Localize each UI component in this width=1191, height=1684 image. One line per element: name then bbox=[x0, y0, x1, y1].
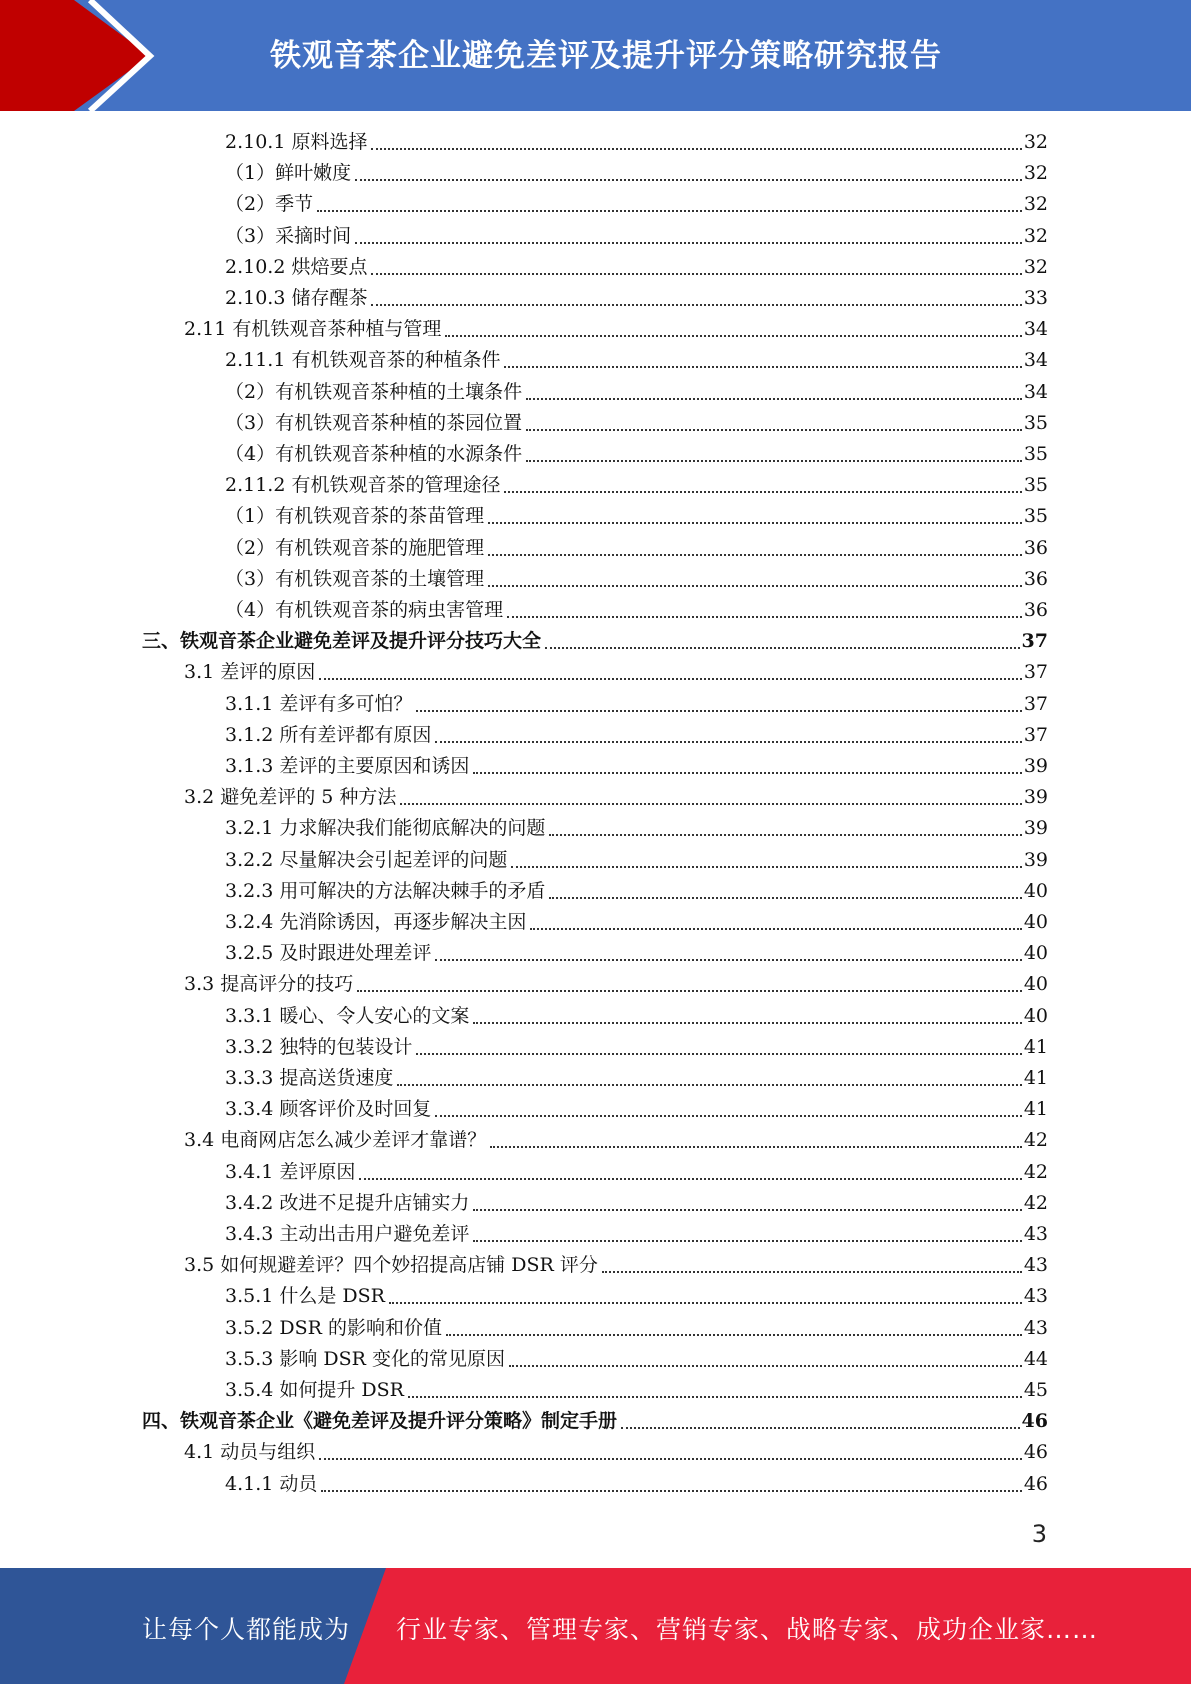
toc-entry[interactable] bbox=[225, 408, 1048, 439]
toc-entry-page: 34 bbox=[1023, 381, 1048, 403]
toc-entry[interactable] bbox=[225, 1188, 1048, 1219]
toc-entry[interactable] bbox=[184, 1437, 1048, 1468]
toc-entry[interactable] bbox=[184, 1125, 1048, 1156]
toc-entry-title: 3.2.1 力求解决我们能彻底解决的问题 bbox=[225, 817, 546, 839]
toc-entry-title: 3.1.2 所有差评都有原因 bbox=[225, 724, 432, 746]
toc-dot-leader bbox=[435, 1115, 1021, 1117]
toc-dot-leader bbox=[602, 1271, 1022, 1273]
toc-entry-title: 3.4.2 改进不足提升店铺实力 bbox=[225, 1192, 470, 1214]
toc-dot-leader bbox=[526, 398, 1022, 400]
toc-entry-title: 2.10.2 烘焙要点 bbox=[225, 256, 368, 278]
toc-entry[interactable] bbox=[225, 689, 1048, 720]
toc-entry-title: 3.2 避免差评的 5 种方法 bbox=[184, 786, 397, 808]
toc-entry-title: 2.10.3 储存醒茶 bbox=[225, 287, 368, 309]
page-number: 3 bbox=[1031, 1520, 1047, 1548]
toc-entry-title: 3.1.3 差评的主要原因和诱因 bbox=[225, 755, 470, 777]
toc-entry[interactable] bbox=[225, 1032, 1048, 1063]
toc-entry-page: 41 bbox=[1023, 1036, 1048, 1058]
toc-entry[interactable] bbox=[225, 1344, 1048, 1375]
toc-dot-leader bbox=[389, 1302, 1022, 1304]
toc-dot-leader bbox=[473, 1022, 1021, 1024]
toc-entry-title: 3.2.5 及时跟进处理差评 bbox=[225, 942, 432, 964]
toc-entry[interactable] bbox=[225, 907, 1048, 938]
toc-entry-page: 42 bbox=[1023, 1161, 1048, 1183]
toc-dot-leader bbox=[621, 1427, 1020, 1429]
toc-entry[interactable] bbox=[225, 345, 1048, 376]
toc-entry[interactable] bbox=[225, 1001, 1048, 1032]
toc-entry[interactable] bbox=[225, 1157, 1048, 1188]
toc-entry[interactable] bbox=[225, 876, 1048, 907]
toc-entry-title: 2.10.1 原料选择 bbox=[225, 131, 368, 153]
toc-dot-leader bbox=[490, 1146, 1022, 1148]
toc-entry-page: 32 bbox=[1023, 225, 1048, 247]
toc-entry[interactable] bbox=[225, 283, 1048, 314]
toc-entry[interactable] bbox=[225, 439, 1048, 470]
toc-entry[interactable] bbox=[225, 1469, 1048, 1500]
toc-entry[interactable] bbox=[225, 813, 1048, 844]
toc-entry-title: 3.5.1 什么是 DSR bbox=[225, 1285, 385, 1307]
toc-entry[interactable] bbox=[225, 751, 1048, 782]
toc-entry-page: 45 bbox=[1023, 1379, 1048, 1401]
toc-entry-page: 43 bbox=[1023, 1254, 1048, 1276]
toc-entry[interactable] bbox=[184, 657, 1048, 688]
toc-entry[interactable] bbox=[184, 969, 1048, 1000]
toc-entry-title: 3.5 如何规避差评？四个妙招提高店铺 DSR 评分 bbox=[184, 1254, 598, 1276]
toc-entry-title: 3.5.2 DSR 的影响和价值 bbox=[225, 1317, 442, 1339]
toc-entry-title: 3.3.2 独特的包装设计 bbox=[225, 1036, 413, 1058]
toc-entry-page: 41 bbox=[1023, 1067, 1048, 1089]
toc-entry-page: 33 bbox=[1023, 287, 1048, 309]
toc-dot-leader bbox=[526, 429, 1022, 431]
toc-entry[interactable] bbox=[225, 533, 1048, 564]
toc-entry-title: 3.3 提高评分的技巧 bbox=[184, 973, 354, 995]
toc-dot-leader bbox=[507, 616, 1022, 618]
toc-entry-page: 42 bbox=[1023, 1129, 1048, 1151]
toc-entry-title: 3.4 电商网店怎么减少差评才靠谱？ bbox=[184, 1129, 487, 1151]
toc-entry-title: （1）有机铁观音茶的茶苗管理 bbox=[225, 505, 485, 527]
toc-entry-page: 36 bbox=[1023, 599, 1048, 621]
page-footer bbox=[0, 1568, 1191, 1684]
toc-dot-leader bbox=[488, 554, 1022, 556]
toc-dot-leader bbox=[473, 772, 1021, 774]
toc-entry-page: 37 bbox=[1023, 661, 1048, 683]
toc-entry[interactable] bbox=[225, 1375, 1048, 1406]
toc-entry-page: 39 bbox=[1023, 786, 1048, 808]
toc-dot-leader bbox=[357, 990, 1022, 992]
toc-entry-title: 3.4.3 主动出击用户避免差评 bbox=[225, 1223, 470, 1245]
toc-entry[interactable] bbox=[184, 1250, 1048, 1281]
toc-entry[interactable] bbox=[184, 314, 1048, 345]
toc-entry-page: 37 bbox=[1023, 724, 1048, 746]
toc-entry-page: 39 bbox=[1023, 817, 1048, 839]
toc-entry-title: 4.1.1 动员 bbox=[225, 1473, 318, 1495]
toc-dot-leader bbox=[511, 866, 1021, 868]
toc-entry-page: 43 bbox=[1023, 1223, 1048, 1245]
toc-dot-leader bbox=[526, 460, 1022, 462]
toc-entry-page: 36 bbox=[1023, 568, 1048, 590]
toc-dot-leader bbox=[530, 928, 1021, 930]
toc-entry-page: 34 bbox=[1023, 318, 1048, 340]
toc-dot-leader bbox=[488, 585, 1022, 587]
toc-entry-page: 46 bbox=[1023, 1441, 1048, 1463]
toc-entry[interactable] bbox=[225, 1094, 1048, 1125]
toc-dot-leader bbox=[319, 678, 1022, 680]
toc-entry-page: 40 bbox=[1023, 911, 1048, 933]
toc-entry-page: 37 bbox=[1021, 630, 1048, 652]
toc-entry[interactable] bbox=[184, 782, 1048, 813]
toc-entry-title: 三、铁观音茶企业避免差评及提升评分技巧大全 bbox=[142, 630, 542, 652]
toc-entry-page: 46 bbox=[1023, 1473, 1048, 1495]
toc-entry[interactable] bbox=[225, 938, 1048, 969]
toc-entry[interactable] bbox=[225, 377, 1048, 408]
toc-dot-leader bbox=[371, 304, 1021, 306]
toc-entry-page: 39 bbox=[1023, 849, 1048, 871]
toc-dot-leader bbox=[317, 210, 1022, 212]
toc-entry[interactable] bbox=[225, 1219, 1048, 1250]
toc-entry-page: 35 bbox=[1023, 412, 1048, 434]
toc-entry-page: 36 bbox=[1023, 537, 1048, 559]
toc-dot-leader bbox=[400, 803, 1021, 805]
toc-entry-page: 40 bbox=[1023, 973, 1048, 995]
toc-entry-page: 32 bbox=[1023, 162, 1048, 184]
toc-dot-leader bbox=[504, 491, 1021, 493]
toc-entry-title: 3.4.1 差评原因 bbox=[225, 1161, 356, 1183]
toc-entry-page: 37 bbox=[1023, 693, 1048, 715]
toc-entry-page: 40 bbox=[1023, 880, 1048, 902]
toc-dot-leader bbox=[549, 897, 1021, 899]
toc-dot-leader bbox=[355, 179, 1022, 181]
toc-dot-leader bbox=[504, 366, 1021, 368]
toc-entry-title: （4）有机铁观音茶种植的水源条件 bbox=[225, 443, 523, 465]
toc-dot-leader bbox=[473, 1209, 1021, 1211]
toc-entry-page: 34 bbox=[1023, 349, 1048, 371]
toc-dot-leader bbox=[319, 1458, 1022, 1460]
toc-entry-page: 43 bbox=[1023, 1317, 1048, 1339]
toc-entry-page: 32 bbox=[1023, 131, 1048, 153]
toc-entry-page: 40 bbox=[1023, 942, 1048, 964]
toc-entry-title: （3）采摘时间 bbox=[225, 225, 352, 247]
toc-entry-title: 3.1 差评的原因 bbox=[184, 661, 316, 683]
toc-entry-title: 4.1 动员与组织 bbox=[184, 1441, 316, 1463]
toc-dot-leader bbox=[371, 148, 1021, 150]
toc-entry[interactable] bbox=[225, 501, 1048, 532]
toc-entry-title: 3.3.3 提高送货速度 bbox=[225, 1067, 394, 1089]
toc-entry-title: （3）有机铁观音茶种植的茶园位置 bbox=[225, 412, 523, 434]
toc-dot-leader bbox=[488, 522, 1022, 524]
toc-dot-leader bbox=[416, 710, 1021, 712]
toc-entry-page: 39 bbox=[1023, 755, 1048, 777]
toc-entry-title: 3.5.4 如何提升 DSR bbox=[225, 1379, 404, 1401]
toc-entry-page: 35 bbox=[1023, 505, 1048, 527]
toc-entry[interactable] bbox=[142, 1406, 1048, 1437]
toc-dot-leader bbox=[416, 1053, 1021, 1055]
toc-entry[interactable] bbox=[225, 1281, 1048, 1312]
toc-entry[interactable] bbox=[225, 252, 1048, 283]
toc-entry-title: 3.3.4 顾客评价及时回复 bbox=[225, 1098, 432, 1120]
header-title: 铁观音茶企业避免差评及提升评分策略研究报告 bbox=[270, 38, 942, 74]
toc-dot-leader bbox=[445, 335, 1021, 337]
toc-entry-title: （4）有机铁观音茶的病虫害管理 bbox=[225, 599, 504, 621]
toc-dot-leader bbox=[509, 1365, 1022, 1367]
toc-entry[interactable] bbox=[225, 189, 1048, 220]
toc-entry-title: 2.11.2 有机铁观音茶的管理途径 bbox=[225, 474, 501, 496]
toc-entry-page: 32 bbox=[1023, 256, 1048, 278]
footer-slogan-right: 行业专家、管理专家、营销专家、战略专家、成功企业家…… bbox=[396, 1615, 1099, 1644]
toc-entry-title: 3.2.3 用可解决的方法解决棘手的矛盾 bbox=[225, 880, 546, 902]
toc-entry[interactable] bbox=[225, 221, 1048, 252]
toc-dot-leader bbox=[371, 273, 1021, 275]
toc-entry-page: 40 bbox=[1023, 1005, 1048, 1027]
toc-entry-title: 3.2.4 先消除诱因，再逐步解决主因 bbox=[225, 911, 527, 933]
toc-entry[interactable] bbox=[225, 470, 1048, 501]
toc-dot-leader bbox=[435, 741, 1021, 743]
toc-entry[interactable] bbox=[225, 1313, 1048, 1344]
toc-entry-page: 42 bbox=[1023, 1192, 1048, 1214]
toc-dot-leader bbox=[473, 1240, 1021, 1242]
toc-dot-leader bbox=[435, 959, 1021, 961]
toc-entry[interactable] bbox=[225, 127, 1048, 158]
toc-entry-page: 44 bbox=[1023, 1348, 1048, 1370]
toc-entry-title: 2.11.1 有机铁观音茶的种植条件 bbox=[225, 349, 501, 371]
toc-entry[interactable] bbox=[225, 1063, 1048, 1094]
toc-entry-title: （2）有机铁观音茶的施肥管理 bbox=[225, 537, 485, 559]
toc-entry[interactable] bbox=[225, 720, 1048, 751]
toc-entry-title: 3.5.3 影响 DSR 变化的常见原因 bbox=[225, 1348, 506, 1370]
toc-dot-leader bbox=[355, 242, 1022, 244]
page-header bbox=[0, 0, 1191, 111]
toc-dot-leader bbox=[408, 1396, 1022, 1398]
toc-entry[interactable] bbox=[225, 158, 1048, 189]
footer-slogan-left: 让每个人都能成为 bbox=[142, 1615, 351, 1644]
toc-entry-title: （3）有机铁观音茶的土壤管理 bbox=[225, 568, 485, 590]
toc-entry-page: 46 bbox=[1021, 1410, 1048, 1432]
toc-dot-leader bbox=[446, 1334, 1022, 1336]
toc-entry-title: 四、铁观音茶企业《避免差评及提升评分策略》制定手册 bbox=[142, 1410, 618, 1432]
toc-entry-title: （2）季节 bbox=[225, 193, 314, 215]
toc-entry-title: 2.11 有机铁观音茶种植与管理 bbox=[184, 318, 442, 340]
toc-entry[interactable] bbox=[142, 626, 1048, 657]
toc-entry-page: 35 bbox=[1023, 474, 1048, 496]
toc-dot-leader bbox=[359, 1178, 1021, 1180]
toc-entry-title: （2）有机铁观音茶种植的土壤条件 bbox=[225, 381, 523, 403]
toc-entry-page: 35 bbox=[1023, 443, 1048, 465]
toc-dot-leader bbox=[397, 1084, 1021, 1086]
toc-entry[interactable] bbox=[225, 595, 1048, 626]
toc-dot-leader bbox=[549, 834, 1021, 836]
toc-entry[interactable] bbox=[225, 845, 1048, 876]
toc-entry-page: 43 bbox=[1023, 1285, 1048, 1307]
toc-entry-title: （1）鲜叶嫩度 bbox=[225, 162, 352, 184]
toc-dot-leader bbox=[545, 647, 1020, 649]
toc-dot-leader bbox=[321, 1490, 1021, 1492]
toc-entry-page: 41 bbox=[1023, 1098, 1048, 1120]
toc-entry-title: 3.2.2 尽量解决会引起差评的问题 bbox=[225, 849, 508, 871]
toc-entry-page: 32 bbox=[1023, 193, 1048, 215]
toc-entry-title: 3.3.1 暖心、令人安心的文案 bbox=[225, 1005, 470, 1027]
toc-entry-title: 3.1.1 差评有多可怕？ bbox=[225, 693, 413, 715]
toc-entry[interactable] bbox=[225, 564, 1048, 595]
